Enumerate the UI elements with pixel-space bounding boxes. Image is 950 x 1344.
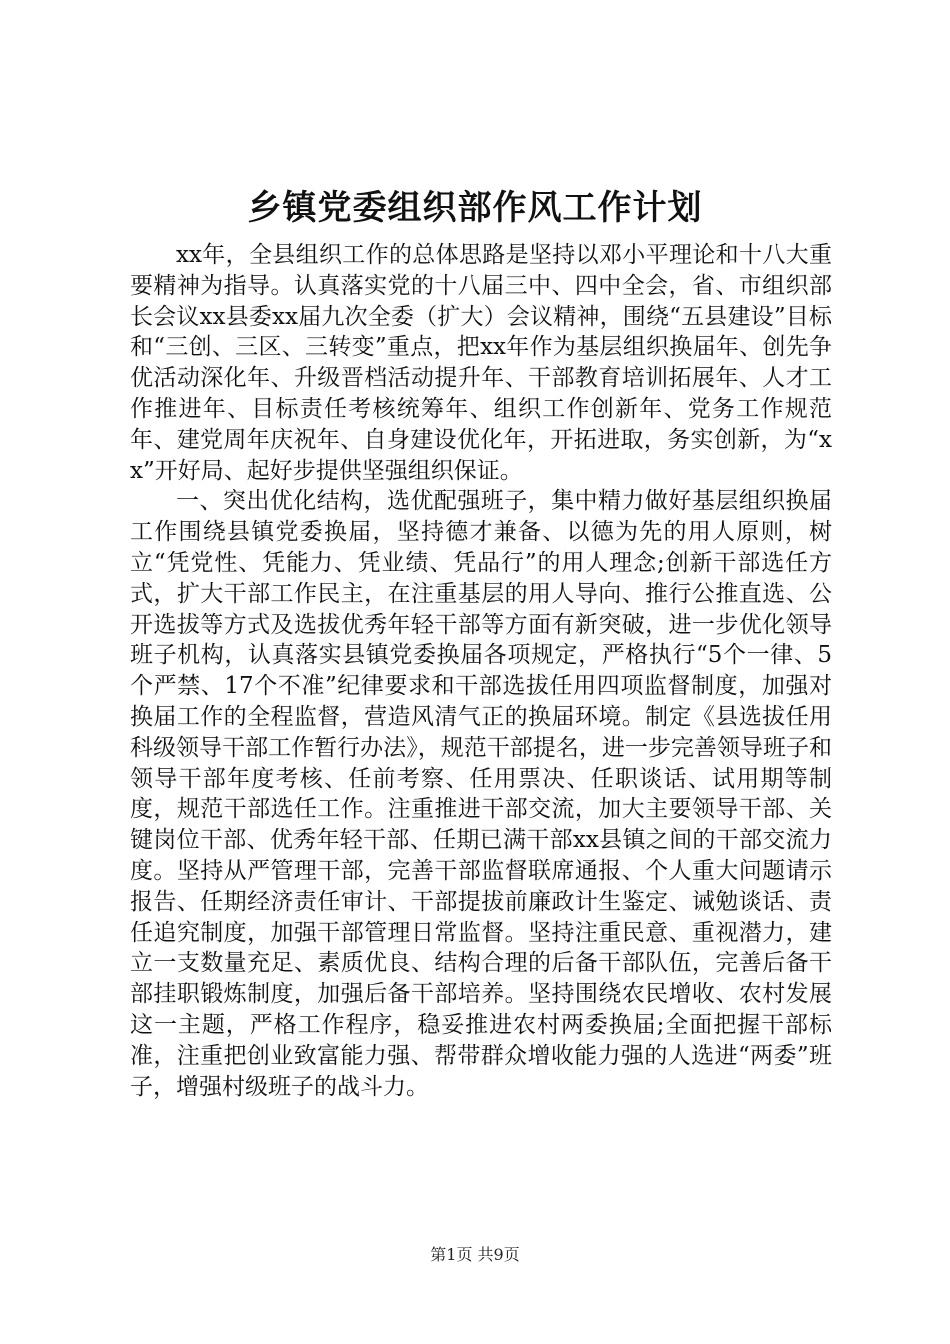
page-number-footer: 第1页 共9页 <box>430 1245 520 1264</box>
document-body <box>130 240 832 1102</box>
document-title: 乡镇党委组织部作风工作计划 <box>247 188 703 228</box>
paragraph-section-one: 一、突出优化结构，选优配强班子，集中精力做好基层组织换届工作围绕县镇党委换届，坚持德才兼备、以德为先的用人原则，树立“凭党性、凭能力、凭业绩、凭品行”的用人理念;创新干部选任方式，扩大干部工作民主，在注重基层的用人导向、推行公推直选、公开选拔等方式及选拔优秀年轻干部等方面有新突破，进一步优化领导班子机构，认真落实县镇党委换届各项规定，严格执行“5个一律、5个严禁、17个不准”纪律要求和干部选拔任用四项监督制度，加强对换届工作的全程监督，营造风清气正的换届环境。制定《县选拔任用科级领导干部工作暂行办法》，规范干部提名，进一步完善领导班子和领导干部年度考核、任前考察、任用票决、任职谈话、试用期等制度，规范干部选任工作。注重推进干部交流，加大主要领导干部、关键岗位干部、优秀年轻干部、任期已满干部xx县镇之间的干部交流力度。坚持从严管理干部，完善干部监督联席通报、个人重大问题请示报告、任期经济责任审计、干部提拔前廉政计生鉴定、诫勉谈话、责任追究制度，加强干部管理日常监督。坚持注重民意、重视潜力，建立一支数量充足、素质优良、结构合理的后备干部队伍，完善后备干部挂职锻炼制度，加强后备干部培养。坚持围绕农民增收、农村发展这一主题，严格工作程序，稳妥推进农村两委换届;全面把握干部标准，注重把创业致富能力强、帮带群众增收能力强的人选进“两委”班子，增强村级班子的战斗力。 <box>130 488 832 1100</box>
paragraph-intro: xx年，全县组织工作的总体思路是坚持以邓小平理论和十八大重要精神为指导。认真落实党的十八届三中、四中全会，省、市组织部长会议xx县委xx届九次全委（扩大）会议精神，围绕“五县建设”目标和“三创、三区、三转变”重点，把xx年作为基层组织换届年、创先争优活动深化年、升级晋档活动提升年、干部教育培训拓展年、人才工作推进年、目标责任考核统筹年、组织工作创新年、党务工作规范年、建党周年庆祝年、自身建设优化年，开拓进取，务实创新，为“xx”开好局、起好步提供坚强组织保证。 <box>130 242 832 484</box>
